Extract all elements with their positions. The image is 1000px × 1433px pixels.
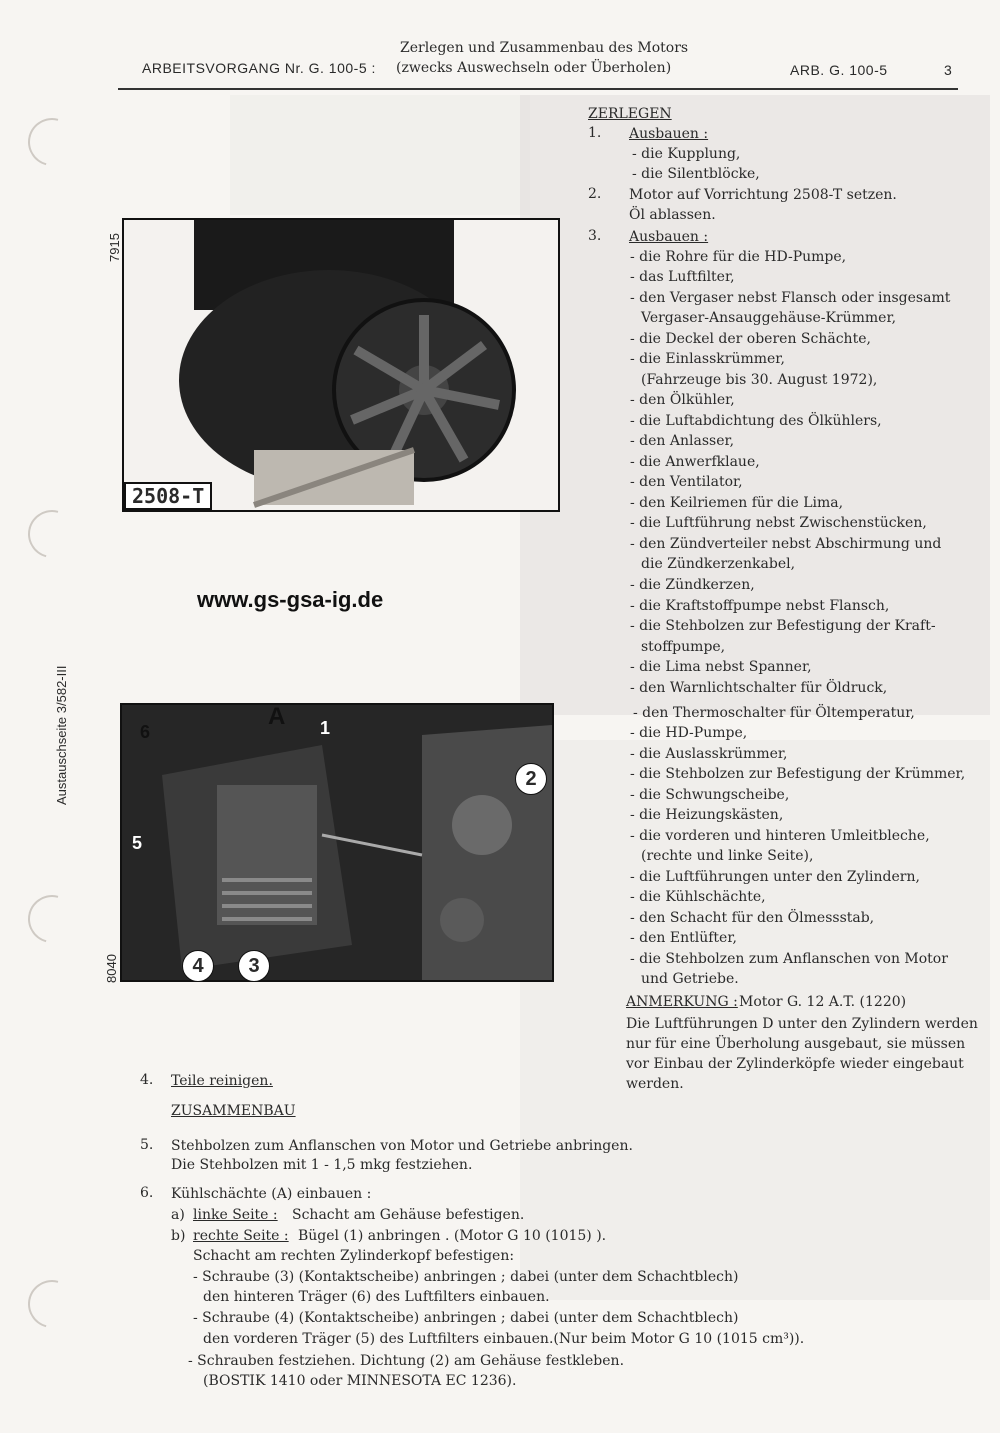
step-3-item: - die Heizungskästen,	[630, 807, 784, 823]
anmerkung-line: werden.	[626, 1076, 684, 1092]
step-1-item: - die Silentblöcke,	[632, 166, 760, 182]
step-3-item: - die Stehbolzen zur Befestigung der Kraft-	[630, 618, 936, 634]
anmerkung-line: Die Luftführungen D unter den Zylindern werden	[626, 1016, 978, 1032]
step-3-item: - die Zündkerzen,	[630, 577, 755, 593]
bleed-through-left	[230, 95, 530, 215]
b-line: - Schrauben festziehen. Dichtung (2) am Gehäuse festkleben.	[188, 1353, 625, 1369]
anmerkung-line: vor Einbau der Zylinderköpfe wieder eingebaut	[626, 1056, 964, 1072]
step-3-item: die Zündkerzenkabel,	[641, 556, 796, 572]
a-label: a)	[171, 1207, 185, 1223]
step-6-num: 6.	[140, 1185, 154, 1201]
step-5-line: Stehbolzen zum Anflanschen von Motor und Getriebe anbringen.	[171, 1138, 633, 1154]
b-line: (BOSTIK 1410 oder MINNESOTA EC 1236).	[203, 1373, 517, 1389]
b-title: rechte Seite :	[193, 1228, 289, 1244]
step-1-title: Ausbauen :	[629, 126, 709, 142]
step-3-item: - die Stehbolzen zum Anflanschen von Motor	[630, 951, 948, 967]
step-3-item: - den Vergaser nebst Flansch oder insgesamt	[630, 290, 951, 306]
crankcase-illustration	[122, 705, 552, 980]
step-3-item: - die Stehbolzen zur Befestigung der Krümmer,	[630, 766, 966, 782]
step-3-title: Ausbauen :	[629, 229, 709, 245]
step-3-item: - die Kraftstoffpumpe nebst Flansch,	[630, 598, 890, 614]
step-3-item: - die Luftführung nebst Zwischenstücken,	[630, 515, 927, 531]
step-3-item: (Fahrzeuge bis 30. August 1972),	[641, 372, 878, 388]
photo-id-7915: 7915	[107, 233, 122, 262]
b-line: Schacht am rechten Zylinderkopf befestigen:	[193, 1248, 515, 1264]
website-watermark: www.gs-gsa-ig.de	[197, 587, 384, 612]
step-3-item: - die Luftabdichtung des Ölkühlers,	[630, 413, 882, 429]
b-text: Bügel (1) anbringen . (Motor G 10 (1015) ).	[298, 1228, 607, 1244]
step-3-item: stoffpumpe,	[641, 639, 726, 655]
step-3-item: - die Deckel der oberen Schächte,	[630, 331, 871, 347]
callout-6: 6	[140, 722, 151, 742]
step-3-item: - die vorderen und hinteren Umleitbleche,	[630, 828, 930, 844]
binder-hole-4	[19, 1271, 85, 1337]
b-line: - Schraube (4) (Kontaktscheibe) anbringen ; dabei (unter dem Schachtblech)	[193, 1310, 739, 1326]
photo-id-8040: 8040	[104, 954, 119, 983]
b-line: den hinteren Träger (6) des Luftfilters einbauen.	[203, 1289, 550, 1305]
anmerkung-head: Motor G. 12 A.T. (1220)	[739, 994, 907, 1010]
step-3-item: - den Zündverteiler nebst Abschirmung und	[630, 536, 942, 552]
b-line: den vorderen Träger (5) des Luftfilters einbauen.(Nur beim Motor G 10 (1015 cm³)).	[203, 1331, 805, 1347]
engine-illustration	[124, 220, 558, 510]
step-3-item: - den Ventilator,	[630, 474, 743, 490]
step-3-item: - die Lima nebst Spanner,	[630, 659, 812, 675]
callout-A: A	[268, 703, 286, 730]
header-left: ARBEITSVORGANG Nr. G. 100-5 :	[142, 60, 376, 76]
step-6-title: Kühlschächte (A) einbauen :	[171, 1186, 372, 1202]
step-3-item: - die Kühlschächte,	[630, 889, 766, 905]
a-title: linke Seite :	[193, 1207, 278, 1223]
step-3-item: - den Anlasser,	[630, 433, 735, 449]
step-3-item: - die Luftführungen unter den Zylindern,	[630, 869, 920, 885]
step-3-item: Vergaser-Ansauggehäuse-Krümmer,	[641, 310, 897, 326]
step-3-item: - den Thermoschalter für Öltemperatur,	[633, 705, 915, 721]
engine-photo-7915	[122, 218, 560, 512]
step-3-item: - die HD-Pumpe,	[630, 725, 748, 741]
zerlegen-heading: ZERLEGEN	[588, 106, 672, 122]
anmerkung-line: nur für eine Überholung ausgebaut, sie müssen	[626, 1036, 966, 1052]
step-2-num: 2.	[588, 186, 602, 202]
anmerkung-label: ANMERKUNG :	[626, 994, 738, 1010]
header-rule	[118, 88, 958, 90]
engine-photo-8040	[120, 703, 554, 982]
step-3-num: 3.	[588, 228, 602, 244]
step-3-item: - das Luftfilter,	[630, 269, 735, 285]
step-3-item: (rechte und linke Seite),	[641, 848, 814, 864]
step-3-item: und Getriebe.	[641, 971, 739, 987]
step-3-item: - den Keilriemen für die Lima,	[630, 495, 844, 511]
callout-5: 5	[132, 833, 143, 853]
binder-hole-3	[19, 886, 85, 952]
step-1-item: - die Kupplung,	[632, 146, 741, 162]
header-right: ARB. G. 100-5	[790, 62, 888, 78]
callout-2: 2	[515, 763, 547, 795]
header-title-1: Zerlegen und Zusammenbau des Motors	[400, 40, 689, 56]
callout-3: 3	[238, 950, 270, 982]
header-title-2: (zwecks Auswechseln oder Überholen)	[396, 60, 672, 76]
side-label: Austauschseite 3/582-III	[54, 665, 69, 805]
step-1-num: 1.	[588, 125, 602, 141]
step-3-item: - die Schwungscheibe,	[630, 787, 790, 803]
step-2-text: Öl ablassen.	[629, 207, 716, 223]
binder-hole-1	[19, 109, 85, 175]
step-3-item: - die Auslasskrümmer,	[630, 746, 788, 762]
callout-1: 1	[320, 718, 331, 738]
zusammenbau-heading: ZUSAMMENBAU	[171, 1103, 296, 1119]
step-4-num: 4.	[140, 1072, 154, 1088]
tool-label: 2508-T	[124, 482, 212, 510]
step-5-line: Die Stehbolzen mit 1 - 1,5 mkg festziehen.	[171, 1157, 473, 1173]
step-3-item: - die Rohre für die HD-Pumpe,	[630, 249, 847, 265]
step-3-item: - den Entlüfter,	[630, 930, 737, 946]
page-number: 3	[944, 62, 953, 78]
callout-4: 4	[182, 950, 214, 982]
step-4-text: Teile reinigen.	[171, 1073, 273, 1089]
step-2-text: Motor auf Vorrichtung 2508-T setzen.	[629, 187, 897, 203]
step-3-item: - den Ölkühler,	[630, 392, 735, 408]
b-line: - Schraube (3) (Kontaktscheibe) anbringen ; dabei (unter dem Schachtblech)	[193, 1269, 739, 1285]
step-3-item: - den Warnlichtschalter für Öldruck,	[630, 680, 888, 696]
step-3-item: - die Einlasskrümmer,	[630, 351, 785, 367]
a-text: Schacht am Gehäuse befestigen.	[292, 1207, 525, 1223]
step-3-item: - den Schacht für den Ölmessstab,	[630, 910, 875, 926]
binder-hole-2	[19, 501, 85, 567]
b-label: b)	[171, 1228, 186, 1244]
step-5-num: 5.	[140, 1137, 154, 1153]
step-3-item: - die Anwerfklaue,	[630, 454, 760, 470]
